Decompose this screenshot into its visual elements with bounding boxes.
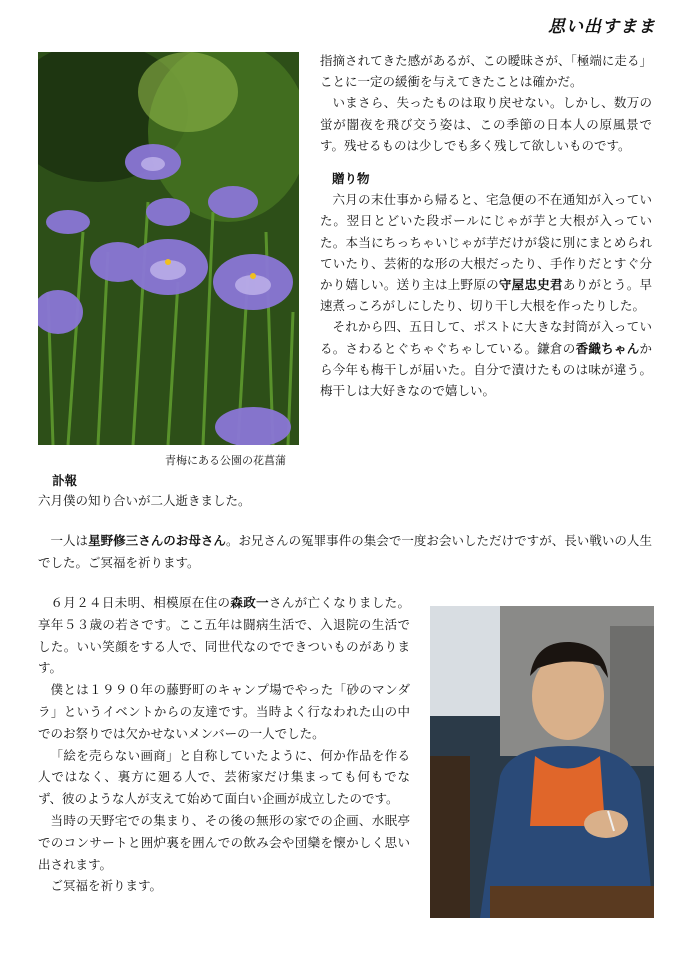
paragraph: いまさら、失ったものは取り戻せない。しかし、数万の蛍が闇夜を飛び交う姿は、この季節の日本人の原風景です。残せるものは少しでも多く残して欲しいものです。	[320, 95, 652, 153]
paragraph: 指摘されてきた感があるが、この曖昧さが、「極端に走る」ことに一定の緩衝を与えてきたことは確かだ。	[320, 53, 652, 90]
deceased-name: 星野修三さんのお母さん	[88, 533, 226, 548]
paragraph: 当時の天野宅での集まり、その後の無形の家での企画、水眠亭でのコンサートと囲炉裏を囲んでの飲み会や団欒を懐かしく思い出されます。	[38, 812, 410, 872]
paragraph: 僕とは１９９０年の藤野町のキャンプ場でやった「砂のマンダラ」というイベントからの友達です。当時よく行なわれた山の中でのお祭りでは欠かせないメンバーの一人でした。	[38, 682, 410, 741]
paragraph: 「絵を売らない画商」と自称していたように、何か作品を作る人ではなく、裏方に廻る人で、芸術家だけ集まっても何もでなず、彼のような人が支えて始めて面白い企画が成立したのです。	[38, 747, 410, 807]
iris-photo-caption: 青梅にある公園の花菖蒲	[165, 454, 286, 467]
paragraph: ６月２４日未明、相模原在住の森政一さんが亡くなりました。享年５３歳の若さです。ここ五年は闘病生活で、入退院の生活でした。いい笑顔をする人で、同世代なのでできついものがあります。	[38, 595, 410, 676]
sender-name: 守屋忠史君	[498, 277, 563, 293]
page-title: 思い出すまま	[548, 17, 656, 37]
deceased-name: 森政一	[230, 595, 269, 610]
obituary-intro: 六月僕の知り合いが二人逝きました。	[38, 493, 251, 508]
right-column-text	[320, 50, 652, 401]
paragraph: 一人は星野修三さんのお母さん。お兄さんの冤罪事件の集会で一度お会いしただけですが、長い戦いの人生でした。ご冥福を祈ります。	[38, 533, 652, 570]
paragraph: それから四、五日して、ポストに大きな封筒が入っている。さわるとぐちゃぐちゃしている。鎌倉の香織ちゃんから今年も梅干しが届いた。自分で漬けたものは味が違う。梅干しは大好きなので嬉しい。	[320, 319, 652, 399]
sender-name: 香織ちゃん	[575, 340, 640, 356]
iris-photo	[38, 52, 299, 445]
obituary-heading: 訃報	[52, 473, 78, 488]
paragraph: ご冥福を祈ります。	[50, 878, 163, 894]
obituary-first	[38, 530, 652, 573]
portrait-photo	[430, 606, 654, 918]
paragraph: 六月の末仕事から帰ると、宅急便の不在通知が入っていた。翌日とどいた段ボールにじゃが芋と大根が入っていた。本当にちっちゃいじゃが芋だけが袋に別にまとめられていたり、芸術的な形の大根だったり、手作りだとすぐ分かり嬉しい。送り主は上野原の守屋忠史君ありがとう。早速煮っころがしにしたり、切り干し大根を作ったりした。	[320, 192, 652, 314]
gift-heading: 贈り物	[332, 171, 370, 187]
obituary-second	[38, 592, 410, 897]
